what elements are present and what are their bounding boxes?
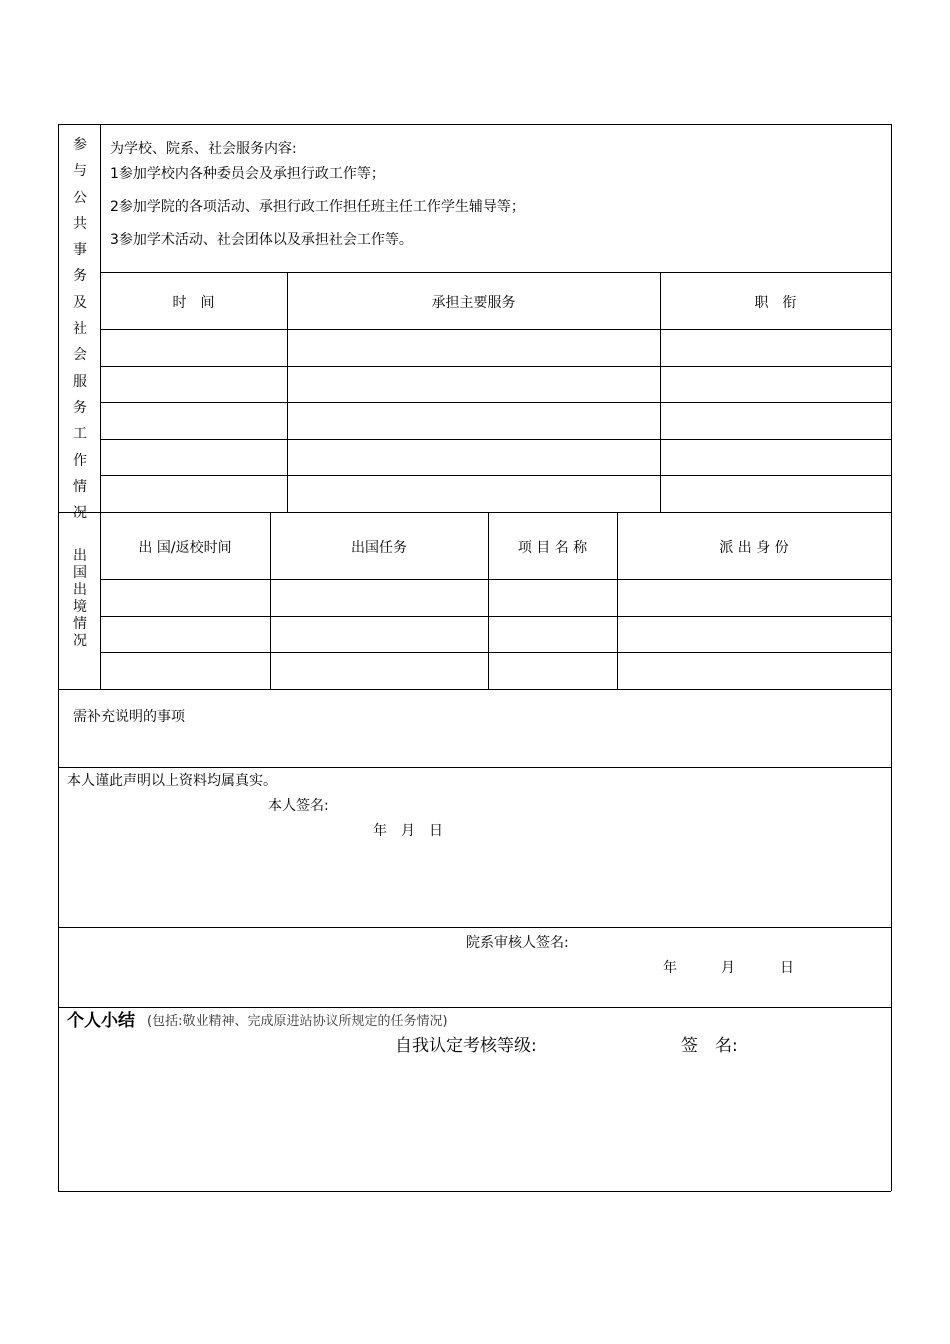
service-header-title: 职 衔 [754,295,797,311]
service-intro-item-1: 1参加学校内各种委员会及承担行政工作等； [110,166,385,182]
service-row[interactable] [101,330,891,365]
service-header-service: 承担主要服务 [431,295,516,311]
service-row[interactable] [101,403,891,438]
abroad-header-task: 出国任务 [351,540,407,556]
public-service-side-label: 参 与 公 共 事 务 及 社 会 服 务 工 作 情 况 [73,137,87,522]
declaration-statement: 本人谨此声明以上资料均属真实。 [67,773,277,789]
service-row[interactable] [101,440,891,474]
abroad-header-identity: 派 出 身 份 [719,540,789,556]
self-grade-label: 自我认定考核等级: [395,1036,537,1056]
abroad-side-label: 出 国 出 境 情 况 [73,548,87,649]
reviewer-date-year: 年 [663,960,677,976]
summary-note: (包括:敬业精神、完成原进站协议所规定的任务情况) [147,1014,448,1029]
reviewer-date-day: 日 [780,960,794,976]
summary-title: 个人小结 [67,1011,135,1031]
service-row[interactable] [101,367,891,401]
abroad-row[interactable] [101,580,891,615]
summary-sign-label: 签 名: [681,1036,738,1056]
abroad-header-time: 出 国/返校时间 [138,540,232,556]
declaration-date: 年 月 日 [373,823,443,839]
abroad-row[interactable] [101,617,891,651]
service-row[interactable] [101,476,891,511]
reviewer-date-month: 月 [721,960,735,976]
declaration-signature-label: 本人签名: [268,798,329,814]
service-header-time: 时 间 [172,295,215,311]
service-intro-heading: 为学校、院系、社会服务内容: [110,141,297,157]
supplement-label: 需补充说明的事项 [73,709,185,725]
abroad-row[interactable] [101,653,891,688]
reviewer-signature-label: 院系审核人签名: [466,935,569,951]
service-intro-item-2: 2参加学院的各项活动、承担行政工作担任班主任工作学生辅导等； [110,199,525,215]
abroad-header-project: 项 目 名 称 [517,540,588,556]
service-intro-item-3: 3参加学术活动、社会团体以及承担社会工作等。 [110,232,413,248]
